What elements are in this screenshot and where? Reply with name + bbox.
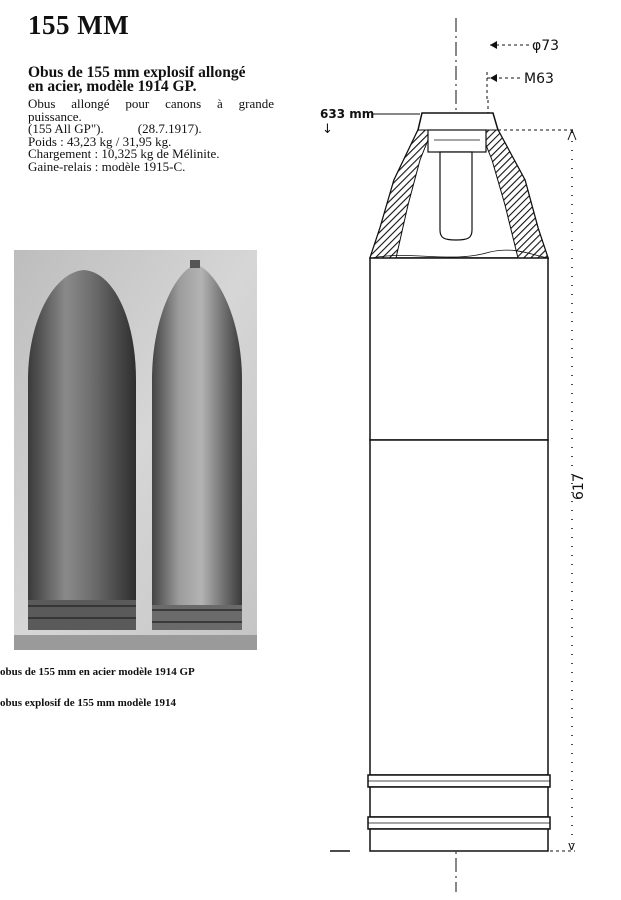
length-arrow-top: ↓: [322, 122, 333, 137]
shell-body-base: [370, 787, 548, 817]
page-title: 155 MM: [28, 10, 130, 40]
right-shell-image: [152, 260, 242, 630]
left-shell-image: [28, 270, 136, 630]
photo-caption-1: obus de 155 mm en acier modèle 1914 GP: [0, 666, 195, 678]
description-line-2: puissance.: [28, 108, 82, 124]
length-label-side: 617: [571, 473, 587, 500]
diameter-label: φ73: [532, 38, 560, 54]
shell-description: [28, 98, 274, 173]
designation-text: (155 All GP").: [28, 121, 104, 136]
shells-photo: [14, 250, 257, 650]
description-line-1: Obus allongé pour canons à grande: [28, 96, 274, 111]
base-arrow-mark: v: [568, 839, 576, 853]
length-label-top: 633 mm: [320, 107, 375, 121]
shell-body-lower: [370, 440, 548, 775]
shell-technical-drawing: [300, 0, 621, 900]
shell-body-upper: [370, 258, 548, 440]
heading-line-1: Obus de 155 mm explosif allongé: [28, 64, 246, 81]
shell-base: [370, 829, 548, 851]
shell-heading: [28, 66, 276, 94]
fuze-well: [428, 130, 486, 152]
description-weight: Poids : 43,23 kg / 31,95 kg.: [28, 133, 172, 149]
thread-label: M63: [524, 71, 554, 87]
heading-line-2: en acier, modèle 1914 GP.: [28, 78, 197, 95]
description-relay: Gaine-relais : modèle 1915-C.: [28, 158, 186, 174]
fuze-booster: [440, 152, 472, 240]
photo-caption-2: obus explosif de 155 mm modèle 1914: [0, 697, 176, 709]
date-text: (28.7.1917).: [137, 121, 202, 136]
description-charge: Chargement : 10,325 kg de Mélinite.: [28, 146, 220, 161]
